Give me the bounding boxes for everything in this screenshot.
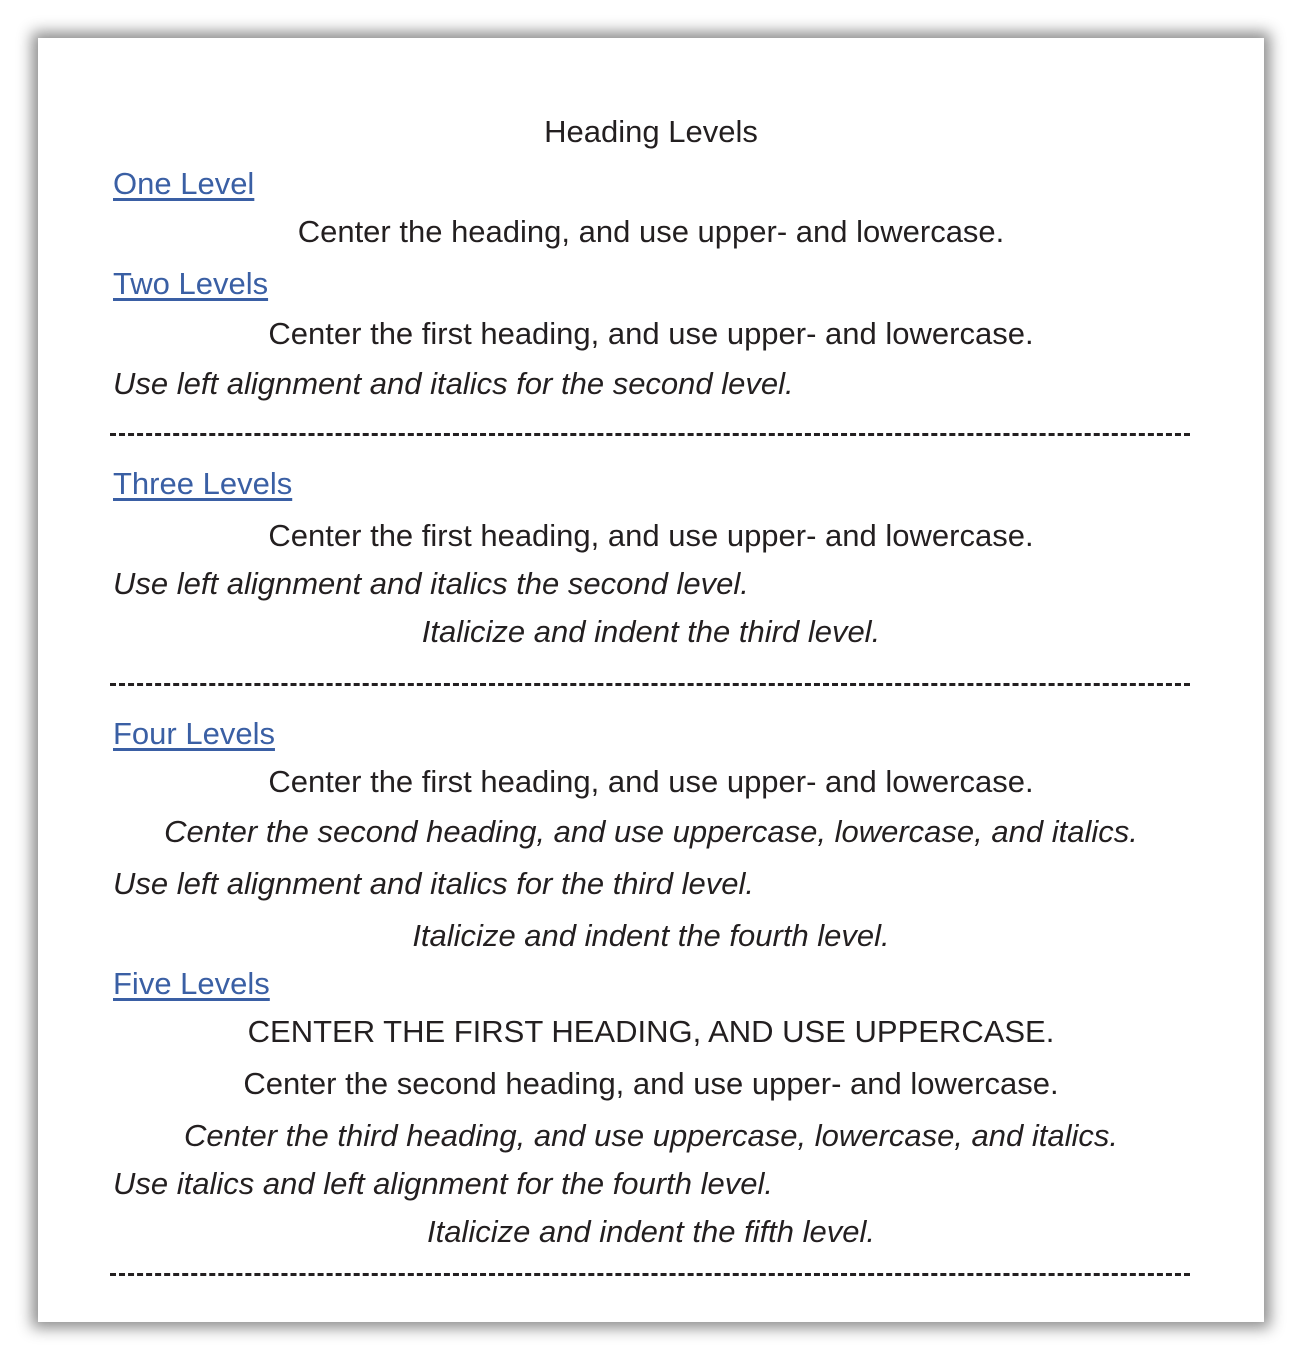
four-levels-line-4: Italicize and indent the fourth level. xyxy=(412,918,890,953)
section-divider xyxy=(110,433,1190,436)
four-levels-line-3: Use left alignment and italics for the third level. xyxy=(113,866,754,901)
section-link-two-levels[interactable]: Two Levels xyxy=(113,266,269,301)
page-title: Heading Levels xyxy=(544,114,758,149)
three-levels-line-1: Center the first heading, and use upper- and lowercase. xyxy=(268,518,1034,553)
four-levels-line-1: Center the first heading, and use upper- and lowercase. xyxy=(268,764,1034,799)
one-level-line-1: Center the heading, and use upper- and lowercase. xyxy=(297,214,1005,249)
three-levels-line-3: Italicize and indent the third level. xyxy=(421,614,881,649)
four-levels-line-2: Center the second heading, and use uppercase, lowercase, and italics. xyxy=(164,814,1138,849)
five-levels-line-3: Center the third heading, and use uppercase, lowercase, and italics. xyxy=(183,1118,1118,1153)
five-levels-line-4: Use italics and left alignment for the fourth level. xyxy=(113,1166,773,1201)
section-link-four-levels[interactable]: Four Levels xyxy=(113,716,275,751)
five-levels-line-1: CENTER THE FIRST HEADING, AND USE UPPERCASE. xyxy=(247,1014,1055,1049)
section-link-five-levels[interactable]: Five Levels xyxy=(113,966,270,1001)
two-levels-line-1: Center the first heading, and use upper- and lowercase. xyxy=(268,316,1034,351)
section-divider xyxy=(110,683,1190,686)
section-divider xyxy=(110,1273,1190,1276)
five-levels-line-2: Center the second heading, and use upper- and lowercase. xyxy=(243,1066,1059,1101)
five-levels-line-5: Italicize and indent the fifth level. xyxy=(426,1214,876,1249)
section-link-three-levels[interactable]: Three Levels xyxy=(113,466,293,501)
section-link-one-level[interactable]: One Level xyxy=(113,166,255,201)
heading-levels-card xyxy=(38,38,1264,1322)
three-levels-line-2: Use left alignment and italics the second level. xyxy=(113,566,749,601)
two-levels-line-2: Use left alignment and italics for the second level. xyxy=(113,366,794,401)
